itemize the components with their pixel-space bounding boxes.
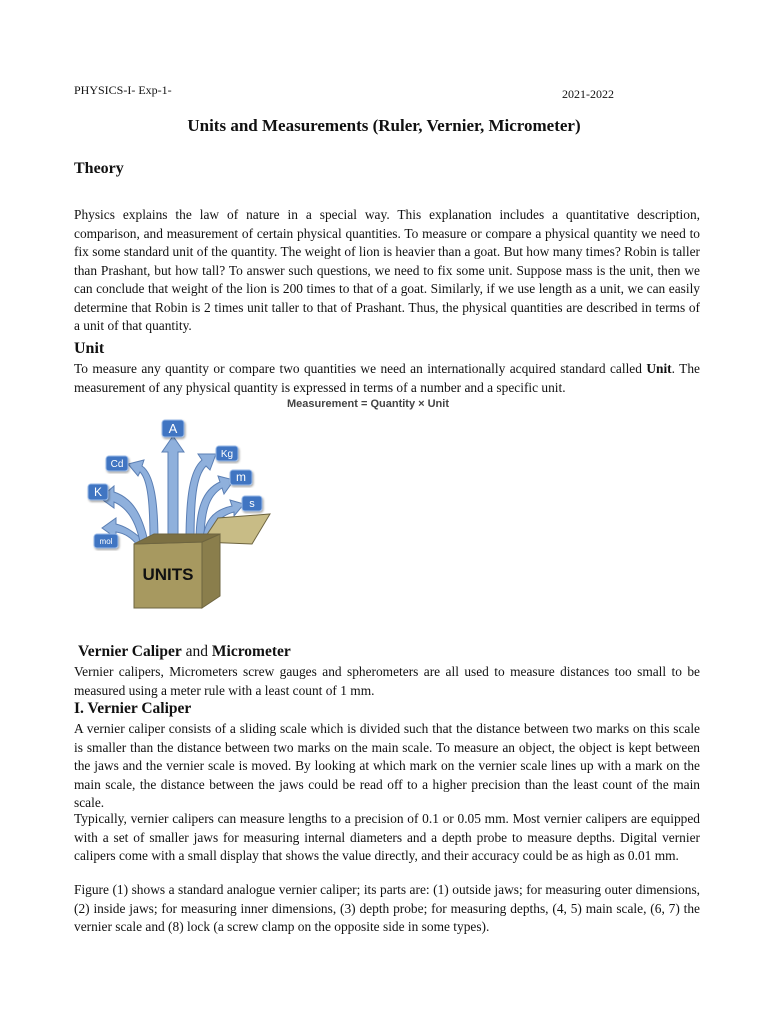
vernier-caliper-heading: I. Vernier Caliper bbox=[74, 700, 192, 717]
label-m: m bbox=[236, 470, 246, 484]
header-year: 2021-2022 bbox=[562, 87, 614, 101]
vernier-intro-paragraph: Vernier calipers, Micrometers screw gauges and spherometers are all used to measure distances too small to be measured using a meter rule with a least count of 1 mm. bbox=[74, 664, 700, 698]
label-K: K bbox=[93, 485, 103, 499]
arrow-A bbox=[162, 436, 184, 542]
label-Kg: Kg bbox=[220, 449, 234, 460]
label-s: s bbox=[249, 498, 255, 510]
unit-text-before: To measure any quantity or compare two quantities we need an internationally acquired standard called bbox=[74, 361, 647, 376]
unit-heading: Unit bbox=[74, 340, 105, 357]
box-side bbox=[202, 534, 220, 608]
unit-text-bold: Unit bbox=[646, 361, 672, 376]
unit-text-after: . The measurement of any physical quantity is expressed in terms of a number and a specific unit. bbox=[74, 361, 700, 395]
heading-vernier-text: Vernier Caliper bbox=[78, 643, 182, 660]
theory-paragraph: Physics explains the law of nature in a special way. This explanation includes a quantitative description, comparison, and measurement of certain physical quantities. To measure or compare a physical quantity we need to fix some standard unit of the quantity. The weight of lion is heavier than a goat. But how many times? Robin is taller than Prashant, but how tall? To answer such questions, we need to fix some unit. Suppose mass is the unit, then we can conclude that weight of the lion is 200 times to that of a goat. Similarly, if we use length as a unit, we can easily determine that Robin is 2 times unit taller to that of Prashant. Thus, the physical quantities are described in terms of a unit of that quantity. bbox=[74, 207, 700, 333]
label-A: A bbox=[168, 421, 178, 436]
vernier-paragraph-3: Figure (1) shows a standard analogue vernier caliper; its parts are: (1) outside jaws; for measuring outer dimensions, (2) inside jaws; for measuring inner dimensions, (3) depth probe; for measuring depths, (4, 5) main scale, (6, 7) the vernier scale and (8) lock (a screw clamp on the opposite side in some types). bbox=[74, 882, 700, 934]
box-label: UNITS bbox=[142, 565, 194, 584]
unit-paragraph bbox=[74, 360, 700, 397]
vernier-paragraph-2: Typically, vernier calipers can measure lengths to a precision of 0.1 or 0.05 mm. Most vernier calipers are equipped with a set of smaller jaws for measuring internal diameters and a depth probe to measure depths. Digital vernier calipers come with a small display that shows the value directly, and their accuracy could be as high as 0.01 mm. bbox=[74, 811, 700, 863]
measurement-formula: Measurement = Quantity × Unit bbox=[287, 398, 449, 410]
theory-heading: Theory bbox=[74, 160, 124, 177]
header-course: PHYSICS-I- Exp-1- bbox=[74, 83, 172, 97]
label-mol: mol bbox=[99, 537, 113, 546]
vernier-paragraph-1: A vernier caliper consists of a sliding scale which is divided such that the distance between two marks on this scale is smaller than the distance between two marks on the main scale. To measure an object, the object is kept between the jaws and the vernier scale is moved. By looking at which mark on the vernier scale lines up with a mark on the main scale, the distance between the jaws could be read off to a higher precision than the least count of the main scale. bbox=[74, 721, 700, 810]
label-Cd: Cd bbox=[110, 459, 124, 470]
page-title: Units and Measurements (Ruler, Vernier, Micrometer) bbox=[187, 116, 581, 135]
heading-micrometer-text: Micrometer bbox=[211, 643, 291, 660]
vernier-micrometer-heading bbox=[78, 643, 291, 661]
heading-and-text: and bbox=[181, 643, 212, 660]
units-box-figure bbox=[84, 414, 290, 614]
